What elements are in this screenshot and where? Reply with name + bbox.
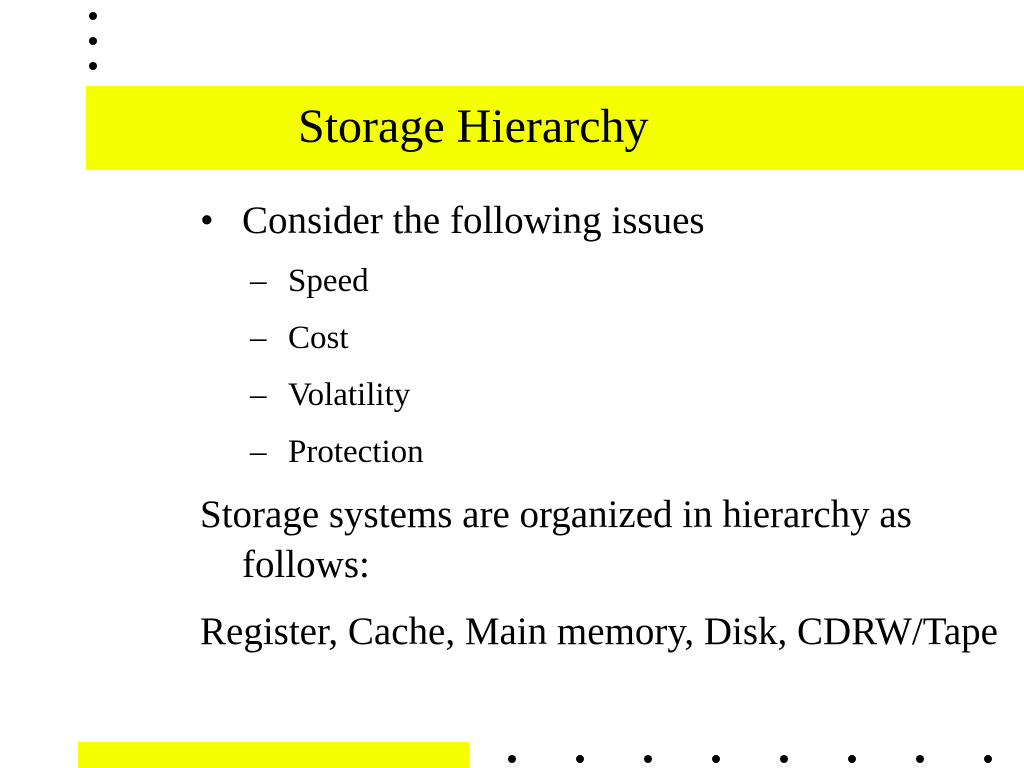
- sub-item-speed: [200, 253, 1000, 310]
- paragraph-storage-systems: Storage systems are organized in hierarchy as follows:: [200, 493, 912, 586]
- decorative-dot: [780, 755, 788, 763]
- decorative-dot: [644, 755, 652, 763]
- dash-glyph: –: [250, 434, 267, 470]
- decorative-dot: [848, 755, 856, 763]
- slide-content: [200, 196, 1000, 657]
- paragraph-hierarchy-list: Register, Cache, Main memory, Disk, CDRW/Tape: [200, 610, 998, 653]
- decorative-dot: [984, 755, 992, 763]
- slide-title: Storage Hierarchy: [298, 100, 649, 153]
- decorative-dot: [89, 62, 97, 70]
- decorative-dot: [576, 755, 584, 763]
- decorative-dot: [712, 755, 720, 763]
- sub-item-text: Protection: [288, 434, 424, 470]
- dash-glyph: –: [250, 320, 267, 356]
- bullet-glyph: •: [200, 199, 214, 242]
- bottom-band: [78, 742, 469, 768]
- decorative-dot: [508, 755, 516, 763]
- dash-glyph: –: [250, 377, 267, 413]
- sub-item-text: Volatility: [288, 377, 411, 413]
- bullet-text: Consider the following issues: [242, 199, 705, 242]
- sub-item-protection: [200, 424, 1000, 481]
- sub-item-cost: [200, 310, 1000, 367]
- decorative-dot: [89, 12, 97, 20]
- sub-list: [200, 253, 1000, 481]
- sub-item-text: Cost: [288, 320, 349, 356]
- sub-item-text: Speed: [288, 263, 369, 299]
- dash-glyph: –: [250, 263, 267, 299]
- bullet-item: [200, 196, 1000, 246]
- decorative-dot: [89, 37, 97, 45]
- decorative-dot: [916, 755, 924, 763]
- sub-item-volatility: [200, 367, 1000, 424]
